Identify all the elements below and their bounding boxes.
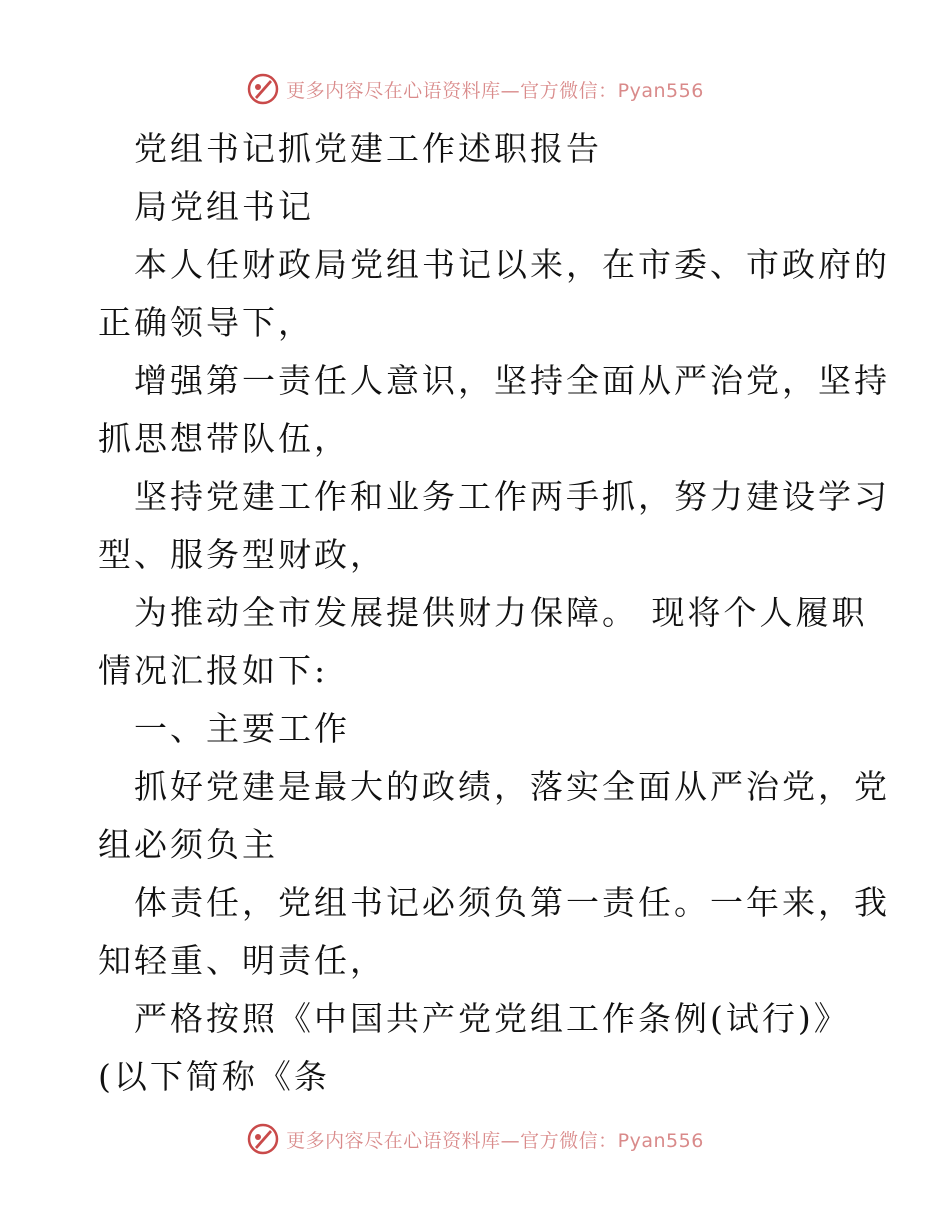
header-watermark bbox=[0, 72, 950, 106]
document-title: 党组书记抓党建工作述职报告 bbox=[134, 129, 602, 168]
footer-watermark bbox=[0, 1122, 950, 1156]
watermark-text: 更多内容尽在心语资料库—官方微信：Pyan556 bbox=[286, 1129, 704, 1152]
text-line: 抓思想带队伍， bbox=[98, 419, 350, 458]
text-line: 情况汇报如下: bbox=[98, 651, 329, 690]
text-line: 坚持党建工作和业务工作两手抓，努力建设学习 bbox=[134, 477, 890, 516]
text-line: 体责任，党组书记必须负第一责任。一年来，我 bbox=[134, 883, 890, 922]
text-line: 增强第一责任人意识，坚持全面从严治党，坚持 bbox=[134, 361, 890, 400]
quill-seal-icon bbox=[246, 72, 280, 106]
text-line: 正确领导下， bbox=[98, 303, 314, 342]
text-line: (以下简称《条 bbox=[98, 1057, 330, 1096]
text-line: 型、服务型财政， bbox=[98, 535, 386, 574]
text-line: 为推动全市发展提供财力保障。 现将个人履职 bbox=[134, 593, 868, 632]
document-body bbox=[98, 120, 890, 1106]
quill-seal-icon bbox=[246, 1122, 280, 1156]
text-line: 知轻重、明责任， bbox=[98, 941, 386, 980]
author-line: 局党组书记 bbox=[134, 187, 314, 226]
text-line: 抓好党建是最大的政绩，落实全面从严治党，党 bbox=[134, 767, 890, 806]
section-heading: 一、主要工作 bbox=[134, 709, 350, 748]
text-line: 严格按照《中国共产党党组工作条例(试行)》 bbox=[134, 999, 850, 1038]
watermark-text: 更多内容尽在心语资料库—官方微信：Pyan556 bbox=[286, 79, 704, 102]
text-line: 组必须负主 bbox=[98, 825, 278, 864]
text-line: 本人任财政局党组书记以来，在市委、市政府的 bbox=[134, 245, 890, 284]
